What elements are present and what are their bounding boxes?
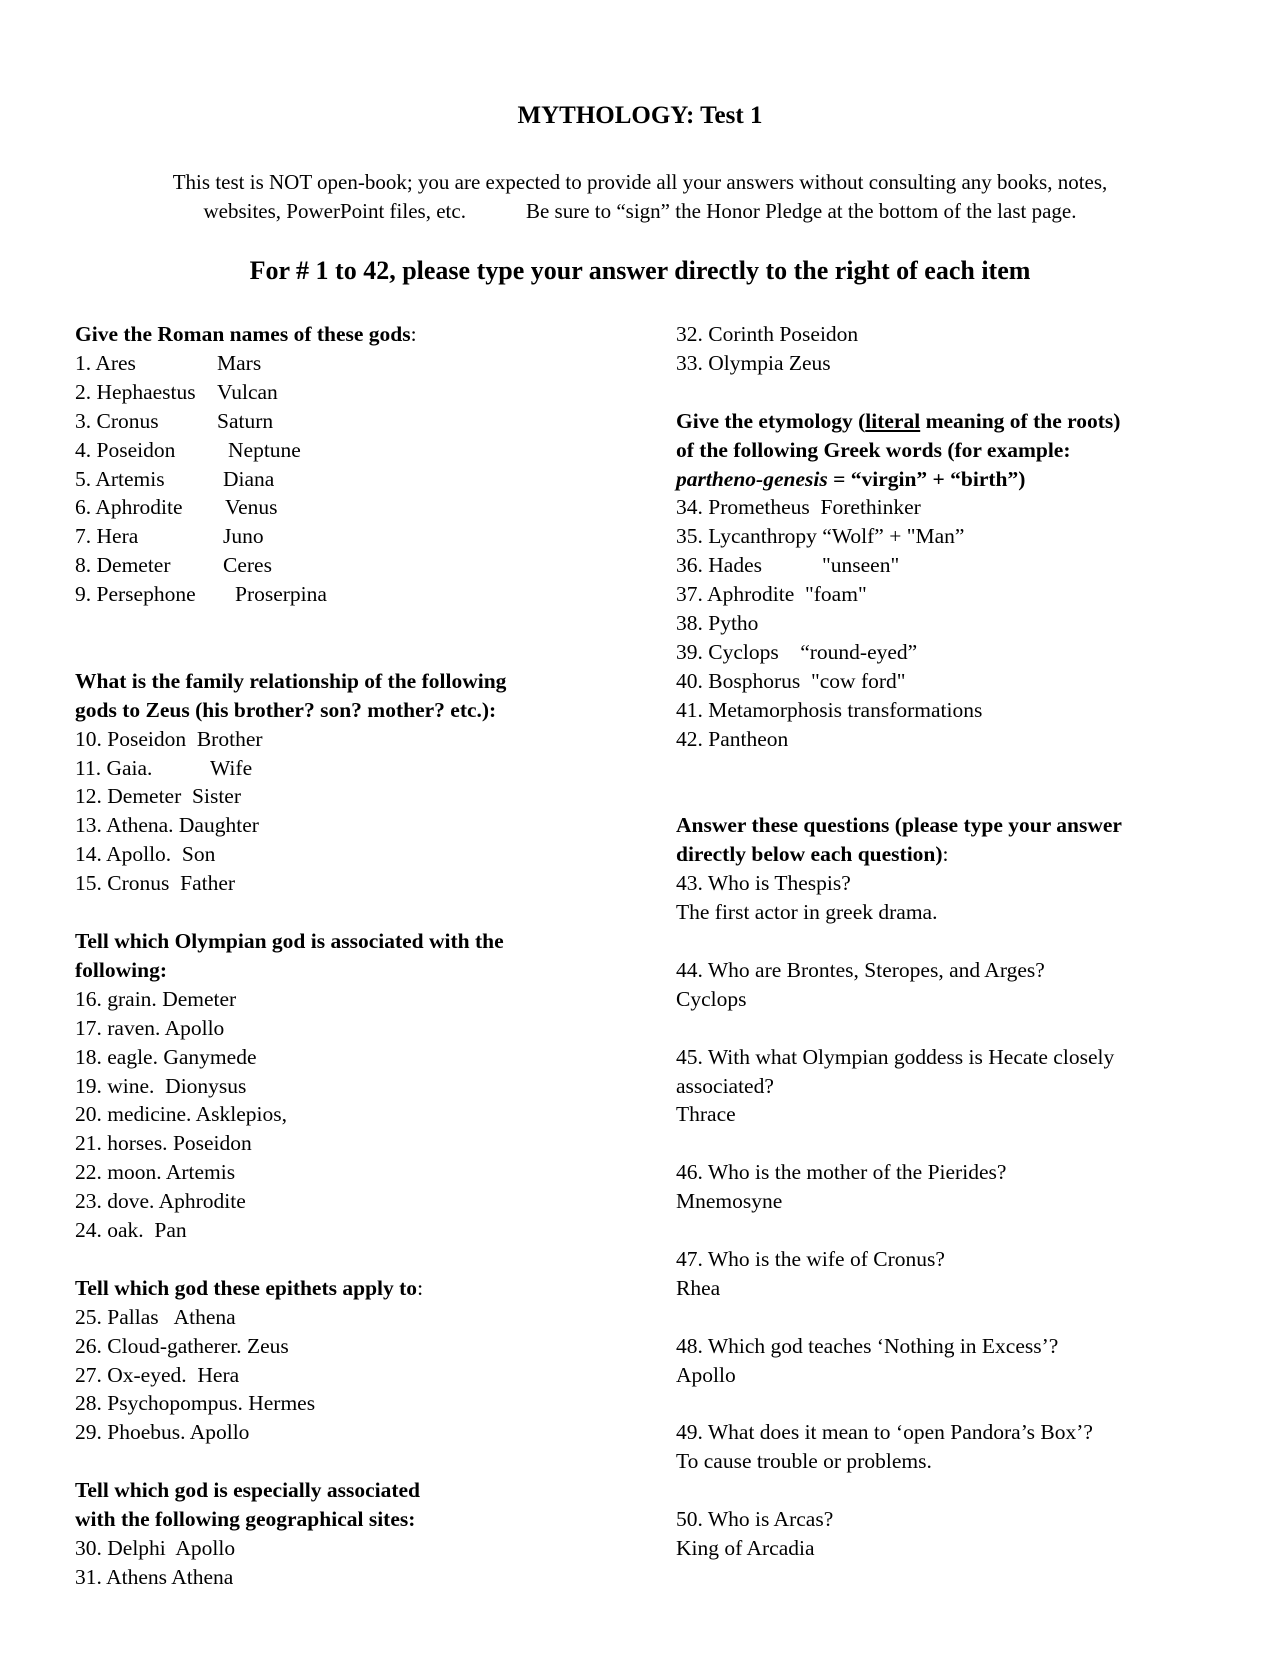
question-text: 46. Who is the mother of the Pierides? [676, 1160, 1007, 1185]
olympian-heading-2: following: [75, 957, 167, 982]
question-block [676, 869, 1216, 927]
etymology-heading-underlined: literal [865, 408, 921, 433]
item-question: 4. Poseidon [75, 437, 176, 462]
intro-line-1: This test is NOT open-book; you are expected to provide all your answers without consulting any books, notes, [172, 170, 1108, 194]
item-answer[interactable]: Hermes [248, 1391, 316, 1416]
questions-heading-1: Answer these questions (please type your answer [676, 813, 1122, 838]
list-item [75, 782, 605, 811]
item-question: 42. Pantheon [676, 726, 789, 751]
list-item [676, 609, 1216, 638]
geo-heading-2: with the following geographical sites: [75, 1507, 416, 1532]
item-question: 20. medicine. [75, 1102, 192, 1127]
list-item [75, 1043, 605, 1072]
question-block [676, 1043, 1216, 1130]
questions-heading-2: directly below each question) [676, 842, 943, 867]
item-question: 5. Artemis [75, 466, 165, 491]
olympian-heading-1: Tell which Olympian god is associated with the [75, 929, 504, 953]
item-question: 17. raven. [75, 1015, 161, 1040]
list-item [75, 811, 605, 840]
question-answer[interactable]: Mnemosyne [676, 1189, 783, 1214]
list-item [75, 436, 605, 465]
question-block [676, 1245, 1216, 1303]
list-item [75, 1187, 605, 1216]
item-question: 28. Psychopompus. [75, 1391, 243, 1416]
item-question: 14. Apollo. [75, 842, 172, 867]
question-text: 49. What does it mean to ‘open Pandora’s Box’? [676, 1420, 1093, 1445]
question-text: 45. With what Olympian goddess is Hecate closely [676, 1044, 1115, 1069]
item-answer[interactable]: transformations [847, 697, 983, 722]
geo-heading-1: Tell which god is especially associated [75, 1478, 421, 1503]
list-item [75, 869, 605, 898]
item-answer[interactable]: Apollo [175, 1536, 236, 1560]
item-answer[interactable]: Ceres [223, 553, 272, 578]
item-question: 2. Hephaestus [75, 379, 196, 404]
question-text: 48. Which god teaches ‘Nothing in Excess’? [676, 1333, 1059, 1358]
item-question: 25. Pallas [75, 1304, 159, 1329]
item-answer[interactable]: Asklepios, [195, 1102, 288, 1127]
item-question: 27. Ox-eyed. [75, 1362, 187, 1387]
item-answer[interactable]: Vulcan [217, 379, 278, 404]
etymology-heading-a: Give the etymology ( [676, 408, 866, 433]
item-answer[interactable]: "cow ford" [810, 668, 906, 693]
item-question: 3. Cronus [75, 408, 159, 433]
question-answer[interactable]: The first actor in greek drama. [676, 900, 938, 925]
question-text-continued: associated? [676, 1073, 774, 1098]
epithets-heading-punct: : [417, 1275, 424, 1300]
list-item [75, 1303, 605, 1332]
list-item [75, 840, 605, 869]
list-item [676, 696, 1216, 725]
item-question: 1. Ares [75, 350, 136, 375]
question-block [676, 1332, 1216, 1390]
item-question: 18. eagle. [75, 1044, 158, 1069]
list-item [75, 985, 605, 1014]
item-question: 16. grain. [75, 986, 157, 1011]
list-item [75, 1332, 605, 1361]
etymology-section [676, 407, 1216, 754]
list-item [75, 1158, 605, 1187]
item-question: 21. horses. [75, 1131, 168, 1156]
item-answer[interactable]: Aphrodite [158, 1189, 246, 1214]
item-answer[interactable]: Zeus [788, 350, 831, 375]
question-answer[interactable]: King of Arcadia [676, 1535, 815, 1560]
item-question: 9. Persephone [75, 582, 196, 607]
item-answer[interactable]: "foam" [805, 582, 867, 607]
list-item [75, 1563, 605, 1592]
intro-paragraph [70, 168, 1210, 226]
item-answer[interactable]: Mars [217, 350, 262, 375]
item-answer[interactable]: Ganymede [163, 1044, 257, 1069]
item-answer[interactable]: Zeus [246, 1333, 289, 1358]
item-answer[interactable]: Athena [173, 1304, 236, 1329]
list-item [75, 407, 605, 436]
list-item [75, 1418, 605, 1447]
item-answer[interactable]: Neptune [228, 437, 301, 462]
item-answer[interactable]: Pan [154, 1218, 187, 1243]
list-item [75, 551, 605, 580]
item-answer[interactable]: Athena [171, 1564, 234, 1589]
list-item [75, 349, 605, 378]
question-block [676, 956, 1216, 1014]
item-answer[interactable]: “Wolf” + "Man” [822, 524, 965, 549]
item-answer[interactable]: Artemis [165, 1160, 236, 1185]
family-section [75, 667, 605, 898]
list-item [676, 349, 1216, 378]
family-heading-2: gods to Zeus (his brother? son? mother? etc.): [75, 697, 497, 722]
list-item [75, 1014, 605, 1043]
item-question: 26. Cloud-gatherer. [75, 1333, 242, 1358]
question-text: 43. Who is Thespis? [676, 871, 851, 896]
item-question: 40. Bosphorus [676, 668, 801, 693]
list-item [75, 580, 605, 609]
list-item [75, 522, 605, 551]
item-answer[interactable]: "unseen" [822, 553, 900, 578]
question-answer[interactable]: To cause trouble or problems. [676, 1449, 932, 1474]
question-text: 47. Who is the wife of Cronus? [676, 1246, 945, 1271]
list-item [75, 465, 605, 494]
right-column [676, 320, 1216, 1563]
item-answer[interactable]: Diana [223, 466, 275, 491]
roman-section [75, 320, 605, 609]
item-answer[interactable]: “round-eyed” [800, 639, 918, 664]
instruction-heading: For # 1 to 42, please type your answer directly to the right of each item [249, 256, 1031, 285]
list-item [75, 754, 605, 783]
item-question: 31. Athens [75, 1564, 167, 1589]
item-question: 7. Hera [75, 524, 139, 549]
item-answer[interactable]: Apollo [164, 1015, 225, 1040]
question-block [676, 1505, 1216, 1563]
list-item [75, 1216, 605, 1245]
item-answer[interactable]: Wife [210, 755, 253, 780]
item-question: 15. Cronus [75, 871, 170, 896]
question-answer[interactable]: Thrace [676, 1102, 736, 1127]
item-question: 12. Demeter [75, 784, 182, 809]
page-title: MYTHOLOGY: Test 1 [517, 102, 763, 129]
family-heading-1: What is the family relationship of the following [75, 668, 507, 693]
item-answer[interactable]: Hera [197, 1362, 240, 1387]
list-item [676, 580, 1216, 609]
item-question: 38. Pytho [676, 611, 759, 636]
item-question: 29. Phoebus. [75, 1420, 186, 1445]
item-question: 23. dove. [75, 1189, 155, 1214]
item-question: 39. Cyclops [676, 639, 779, 664]
list-item [676, 522, 1216, 551]
questions-heading-punct: : [942, 842, 949, 867]
item-question: 10. Poseidon [75, 726, 187, 751]
etymology-heading-1 [676, 407, 1216, 436]
item-question: 33. Olympia [676, 350, 784, 375]
etymology-example [676, 465, 1216, 494]
question-block [676, 1158, 1216, 1216]
list-item [676, 493, 1216, 522]
geo-section [75, 1476, 605, 1592]
etymology-heading-2: of the following Greek words (for example: [676, 437, 1071, 462]
item-question: 35. Lycanthropy [676, 524, 817, 549]
item-question: 41. Metamorphosis [676, 697, 843, 722]
list-item [75, 1100, 605, 1129]
item-question: 22. moon. [75, 1160, 162, 1185]
item-answer[interactable]: Poseidon [779, 322, 859, 346]
questions-section [676, 811, 1216, 1562]
item-question: 11. Gaia. [75, 755, 153, 780]
roman-heading-punct: : [410, 322, 417, 346]
item-answer[interactable]: Juno [223, 524, 264, 549]
geo-section-continued [676, 320, 1216, 378]
list-item [676, 667, 1216, 696]
question-text: 50. Who is Arcas? [676, 1507, 834, 1532]
item-answer[interactable]: Proserpina [235, 582, 327, 607]
question-answer[interactable]: Apollo [676, 1362, 736, 1387]
item-question: 19. wine. [75, 1073, 155, 1098]
list-item [75, 725, 605, 754]
item-question: 6. Aphrodite [75, 495, 183, 520]
epithets-section [75, 1274, 605, 1447]
question-text: 44. Who are Brontes, Steropes, and Arges? [676, 957, 1045, 982]
example-word: partheno-genesis [676, 466, 828, 491]
item-answer[interactable]: Daughter [178, 813, 259, 838]
item-answer[interactable]: Demeter [162, 986, 237, 1011]
item-answer[interactable]: Dionysus [165, 1073, 247, 1098]
list-item [75, 1072, 605, 1101]
etymology-heading-b: meaning of the roots) [920, 408, 1121, 433]
item-question: 32. Corinth [676, 322, 774, 346]
item-question: 34. Prometheus [676, 495, 810, 520]
item-answer[interactable]: Venus [225, 495, 278, 520]
list-item [75, 378, 605, 407]
item-answer[interactable]: Father [180, 871, 236, 896]
item-answer[interactable]: Saturn [217, 408, 274, 433]
item-answer[interactable]: Apollo [189, 1420, 250, 1445]
item-question: 8. Demeter [75, 553, 171, 578]
list-item [676, 551, 1216, 580]
list-item [75, 493, 605, 522]
list-item [75, 1129, 605, 1158]
question-answer[interactable]: Cyclops [676, 986, 747, 1011]
intro-line-2a: websites, PowerPoint files, etc. [203, 199, 466, 223]
item-question: 30. Delphi [75, 1536, 166, 1560]
list-item [676, 725, 1216, 754]
item-answer[interactable]: Son [181, 842, 216, 867]
list-item [676, 638, 1216, 667]
example-rest: = “virgin” + “birth”) [827, 466, 1026, 491]
item-question: 13. Athena. [75, 813, 174, 838]
item-question: 36. Hades [676, 553, 762, 578]
item-answer[interactable]: Sister [192, 784, 241, 809]
item-answer[interactable]: Brother [196, 726, 263, 751]
list-item [676, 320, 1216, 349]
question-block [676, 1418, 1216, 1476]
list-item [75, 1361, 605, 1390]
epithets-heading: Tell which god these epithets apply to [75, 1275, 418, 1300]
olympian-section [75, 927, 605, 1245]
list-item [75, 1534, 605, 1563]
item-question: 24. oak. [75, 1218, 144, 1243]
item-question: 37. Aphrodite [676, 582, 795, 607]
item-answer[interactable]: Forethinker [820, 495, 921, 520]
left-column [75, 320, 605, 1592]
intro-line-2b: Be sure to “sign” the Honor Pledge at the bottom of the last page. [525, 199, 1077, 223]
question-answer[interactable]: Rhea [676, 1275, 721, 1300]
item-answer[interactable]: Poseidon [172, 1131, 252, 1156]
list-item [75, 1389, 605, 1418]
roman-heading: Give the Roman names of these gods [75, 322, 411, 346]
